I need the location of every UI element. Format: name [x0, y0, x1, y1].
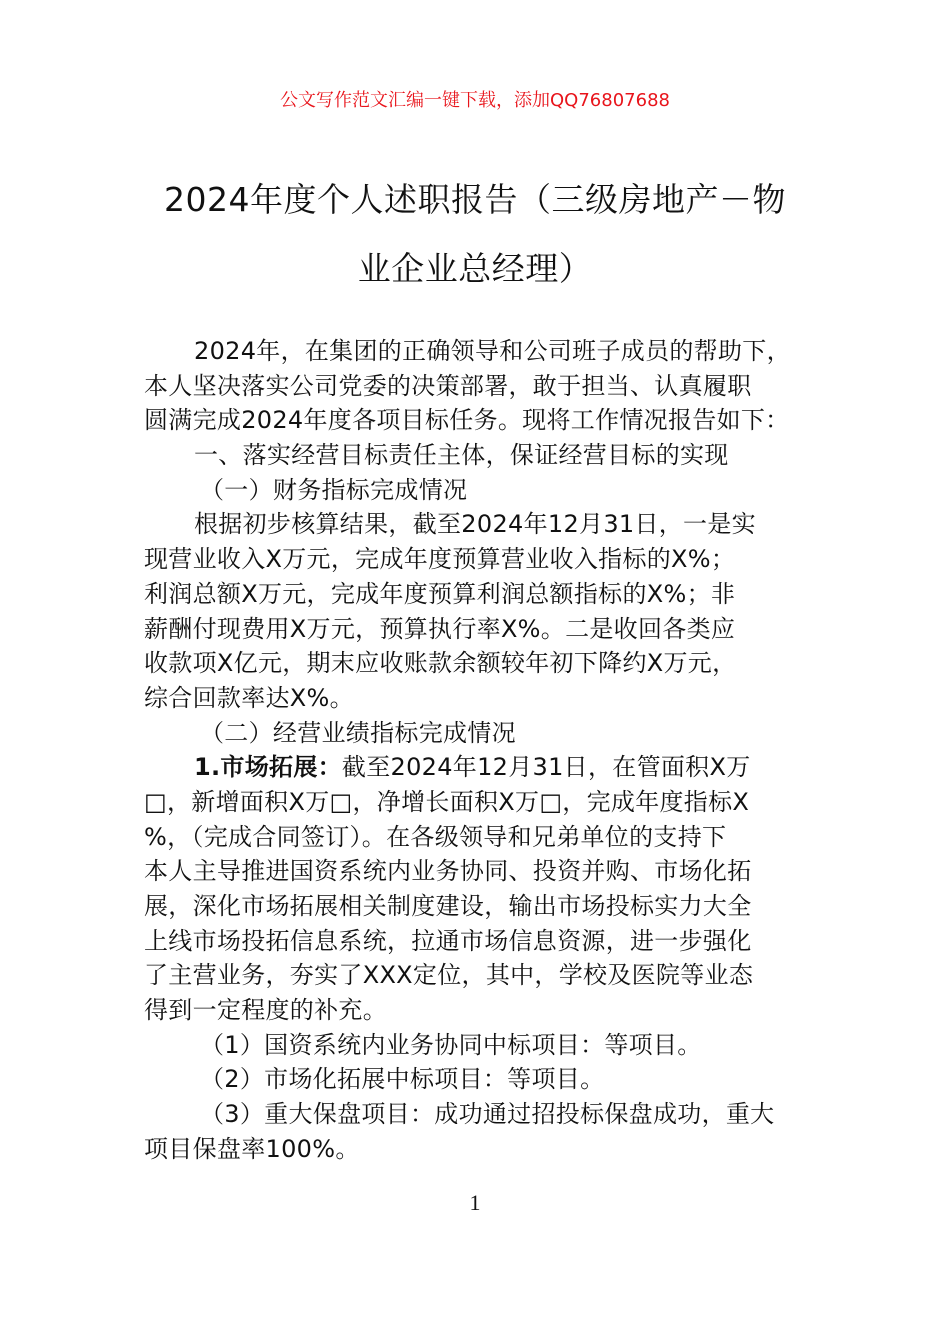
text-line-rest: 截至2024年12月31日，在管面积X万: [341, 753, 751, 782]
list-item: （3）重大保盘项目：成功通过招投标保盘成功，重大: [200, 1100, 775, 1129]
text-line: 现营业收入X万元，完成年度预算营业收入指标的X%；: [144, 545, 736, 574]
text-line: 利润总额X万元，完成年度预算利润总额指标的X%；非: [144, 579, 736, 608]
section-heading: 一、落实经营目标责任主体，保证经营目标的实现: [194, 441, 729, 470]
text-line: 本人坚决落实公司党委的决策部署，敢于担当、认真履职: [144, 371, 752, 400]
text-line: 综合回款率达X%。: [144, 683, 354, 712]
document-title-line1: 2024年度个人述职报告（三级房地产－物: [164, 180, 786, 219]
bold-lead: 1.市场拓展：: [194, 753, 342, 782]
header-banner: 公文写作范文汇编一键下载，添加QQ76807688: [280, 90, 670, 111]
list-item: （2）市场化拓展中标项目：等项目。: [200, 1065, 605, 1094]
text-line: [144, 750, 824, 785]
document-body: [144, 334, 824, 1167]
text-line: 本人主导推进国资系统内业务协同、投资并购、市场化拓: [144, 857, 752, 886]
text-line: 收款项X亿元，期末应收账款余额较年初下降约X万元，: [144, 649, 737, 678]
list-item: （1）国资系统内业务协同中标项目：等项目。: [200, 1030, 702, 1059]
text-line: 圆满完成2024年度各项目标任务。现将工作情况报告如下：: [144, 406, 790, 435]
text-line: 项目保盘率100%。: [144, 1134, 360, 1163]
document-title-line2: 业企业总经理）: [357, 249, 593, 288]
page-number: 1: [469, 1190, 481, 1215]
text-line: %，（完成合同签订）。在各级领导和兄弟单位的支持下: [144, 822, 727, 851]
text-line: 薪酬付现费用X万元，预算执行率X%。二是收回各类应: [144, 614, 736, 643]
text-line: 了主营业务，夯实了XXX定位，其中，学校及医院等业态: [144, 961, 754, 990]
text-line: 得到一定程度的补充。: [144, 996, 387, 1025]
text-line: 2024年，在集团的正确领导和公司班子成员的帮助下，: [194, 337, 791, 365]
subsection-heading: （二）经营业绩指标完成情况: [200, 718, 516, 747]
subsection-heading: （一）财务指标完成情况: [200, 475, 468, 504]
text-line: □，新增面积X万□，净增长面积X万□，完成年度指标X: [144, 787, 750, 816]
text-line: 上线市场投拓信息系统，拉通市场信息资源，进一步强化: [144, 926, 752, 955]
text-line: 根据初步核算结果，截至2024年12月31日，一是实: [194, 510, 756, 539]
text-line: 展，深化市场拓展相关制度建设，输出市场投标实力大全: [144, 892, 752, 920]
